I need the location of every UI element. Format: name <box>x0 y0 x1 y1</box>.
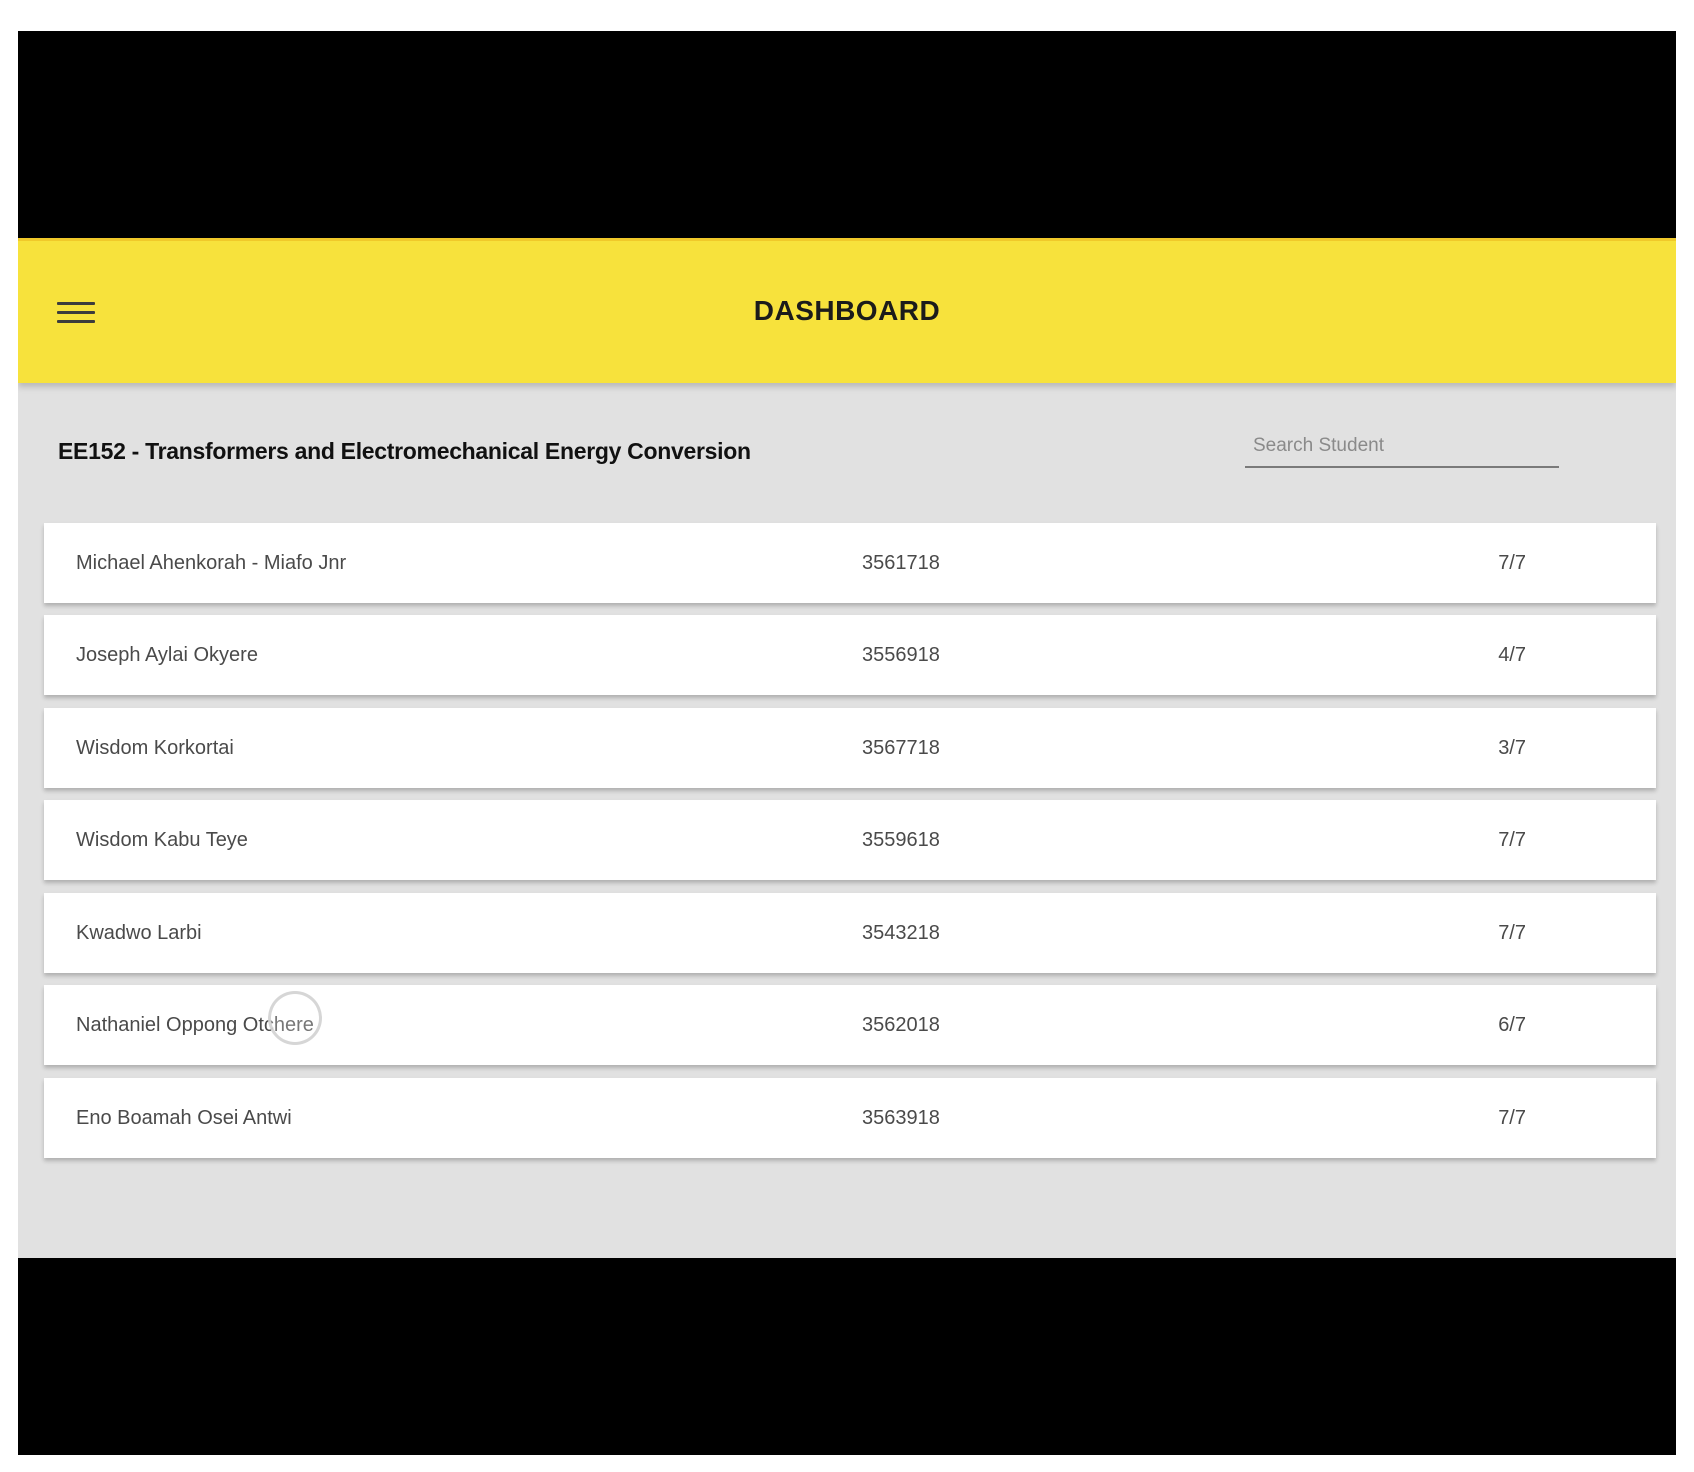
student-name: Eno Boamah Osei Antwi <box>76 1107 292 1129</box>
student-row[interactable] <box>44 1078 1656 1158</box>
student-row[interactable] <box>44 985 1656 1065</box>
student-id: 3562018 <box>862 1014 940 1036</box>
student-name: Wisdom Kabu Teye <box>76 829 248 851</box>
student-row[interactable] <box>44 893 1656 973</box>
search-field <box>1245 428 1559 468</box>
student-score: 7/7 <box>1498 829 1526 851</box>
student-row[interactable] <box>44 615 1656 695</box>
student-row[interactable] <box>44 708 1656 788</box>
student-score: 4/7 <box>1498 644 1526 666</box>
student-score: 7/7 <box>1498 1107 1526 1129</box>
student-score: 3/7 <box>1498 737 1526 759</box>
student-score: 6/7 <box>1498 1014 1526 1036</box>
student-name: Wisdom Korkortai <box>76 737 234 759</box>
student-id: 3567718 <box>862 737 940 759</box>
student-id: 3561718 <box>862 552 940 574</box>
student-name: Michael Ahenkorah - Miafo Jnr <box>76 552 347 574</box>
student-score: 7/7 <box>1498 922 1526 944</box>
app-header <box>18 238 1676 383</box>
student-name: Joseph Aylai Okyere <box>76 644 258 666</box>
student-score: 7/7 <box>1498 552 1526 574</box>
student-id: 3556918 <box>862 644 940 666</box>
search-student-input[interactable] <box>1245 428 1559 464</box>
app-screen <box>18 238 1676 1258</box>
student-row[interactable] <box>44 800 1656 880</box>
student-id: 3563918 <box>862 1107 940 1129</box>
student-id: 3559618 <box>862 829 940 851</box>
student-name: Kwadwo Larbi <box>76 922 202 944</box>
student-name: Nathaniel Oppong Otchere <box>76 1014 314 1036</box>
student-id: 3543218 <box>862 922 940 944</box>
student-row[interactable] <box>44 523 1656 603</box>
course-title: EE152 - Transformers and Electromechanical Energy Conversion <box>58 438 751 464</box>
page-title: DASHBOARD <box>753 295 941 326</box>
video-frame <box>18 31 1676 1455</box>
